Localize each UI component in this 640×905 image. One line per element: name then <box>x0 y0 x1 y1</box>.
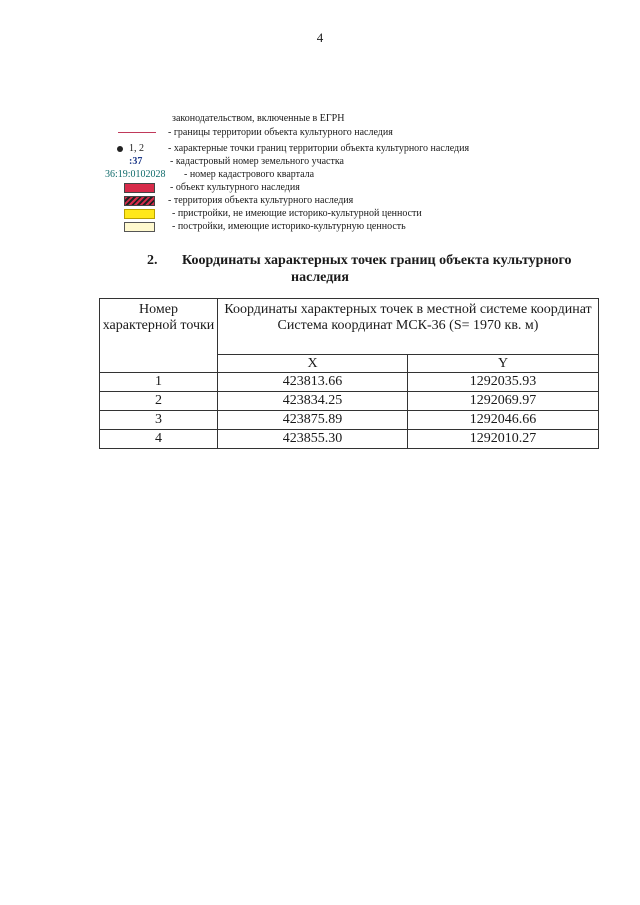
point-number-header: Номер характерной точки <box>100 299 218 373</box>
table-row <box>100 392 599 411</box>
x-cell: 423813.66 <box>218 373 408 392</box>
table-row <box>100 430 599 449</box>
point-number-cell: 4 <box>100 430 218 449</box>
section-title-line2: наследия <box>291 270 349 285</box>
legend-quarter-symbol: 36:19:0102028 <box>105 169 166 180</box>
legend-quarter-label: - номер кадастрового квартала <box>184 169 315 180</box>
x-cell: 423875.89 <box>218 411 408 430</box>
coordinates-header <box>218 299 599 355</box>
coordinates-system-header: Система координат МСК-36 (S= 1970 кв. м) <box>277 318 539 333</box>
x-cell: 423855.30 <box>218 430 408 449</box>
legend-object-label: - объект культурного наследия <box>170 182 300 193</box>
legend-parcel-symbol: :37 <box>129 156 143 167</box>
point-number-cell: 3 <box>100 411 218 430</box>
page-number: 4 <box>316 30 324 45</box>
object-swatch-icon <box>124 183 155 193</box>
y-cell: 1292069.97 <box>408 392 599 411</box>
legend-points-label: - характерные точки границ территории объекта культурного наследия <box>168 143 470 154</box>
x-header: X <box>218 355 408 373</box>
point-number-cell: 2 <box>100 392 218 411</box>
table-row <box>100 373 599 392</box>
point-number-cell: 1 <box>100 373 218 392</box>
annex-swatch-icon <box>124 209 155 219</box>
x-cell: 423834.25 <box>218 392 408 411</box>
legend-points-symbol: 1, 2 <box>129 143 144 154</box>
y-cell: 1292010.27 <box>408 430 599 449</box>
building-swatch-icon <box>124 222 155 232</box>
y-header: Y <box>408 355 599 373</box>
legend-parcel-label: - кадастровый номер земельного участка <box>170 156 344 167</box>
coordinates-header-line1: Координаты характерных точек в местной системе координат <box>224 302 592 317</box>
legend-territory-label: - территория объекта культурного наследия <box>168 195 354 206</box>
table-header-row <box>100 299 599 355</box>
boundary-line-symbol <box>118 132 156 133</box>
legend-boundary-label: - границы территории объекта культурного наследия <box>168 127 393 138</box>
coordinates-table <box>99 298 599 449</box>
legend-annex-label: - пристройки, не имеющие историко-культурной ценности <box>172 208 422 219</box>
territory-hatch-swatch-icon <box>124 196 155 206</box>
point-dot-icon <box>117 146 123 152</box>
section-number: 2. <box>147 253 158 268</box>
y-cell: 1292035.93 <box>408 373 599 392</box>
legend-continuation: законодательством, включенные в ЕГРН <box>172 113 345 124</box>
table-row <box>100 411 599 430</box>
section-title-line1: Координаты характерных точек границ объекта культурного <box>182 253 572 268</box>
y-cell: 1292046.66 <box>408 411 599 430</box>
legend-building-label: - постройки, имеющие историко-культурную ценность <box>172 221 406 232</box>
